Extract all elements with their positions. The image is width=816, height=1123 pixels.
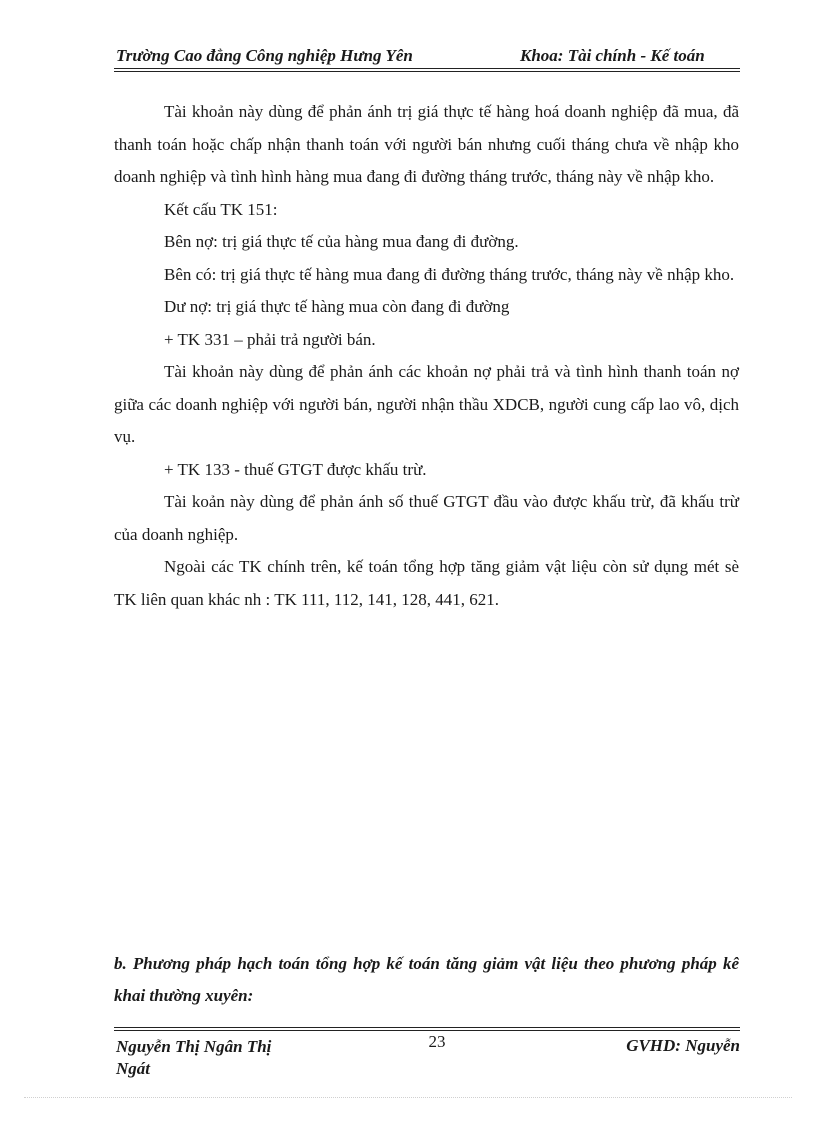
paragraph-credit-side: Bên có: trị giá thực tế hàng mua đang đi đường tháng trước, tháng này về nhập kho. xyxy=(164,264,735,284)
paragraph-tk331: + TK 331 – phải trả người bán. xyxy=(164,329,376,349)
paragraph-tk151-structure: Kết cấu TK 151: xyxy=(164,199,278,219)
paragraph-tk133-description: Tài koản này dùng để phản ánh số thuế GTGT đầu vào được khấu trừ, đã khấu trừ của doanh nghiệp. xyxy=(114,492,739,544)
header-faculty: Khoa: Tài chính - Kế toán xyxy=(520,46,705,65)
body-text xyxy=(114,96,739,616)
header-rule xyxy=(114,68,740,69)
footer-rule xyxy=(114,1027,740,1028)
header-rule-double xyxy=(114,71,740,72)
section-heading: b. Phương pháp hạch toán tổng hợp kế toán tăng giảm vật liệu theo phương pháp kê khai thường xuyên: xyxy=(114,954,739,1005)
paragraph-related-accounts: Ngoài các TK chính trên, kế toán tổng hợp tăng giảm vật liệu còn sử dụng mét sè TK liên quan khác nh : TK 111, 112, 141, 128, 441, 621. xyxy=(114,557,739,609)
paragraph-tk133: + TK 133 - thuế GTGT được khấu trừ. xyxy=(164,459,427,479)
footer-supervisor: GVHD: Nguyễn xyxy=(626,1036,740,1055)
paragraph-debit-balance: Dư nợ: trị giá thực tế hàng mua còn đang đi đường xyxy=(164,297,510,316)
page-edge-divider xyxy=(24,1097,792,1098)
paragraph-tk331-description: Tài khoản này dùng để phản ánh các khoản nợ phải trả và tình hình thanh toán nợ giữa các doanh nghiệp với người bán, người nhận thầu XDCB, người cung cấp lao vô, dịch vụ. xyxy=(114,362,739,446)
footer-author: Nguyễn Thị Ngân Thị Ngát xyxy=(116,1037,272,1078)
paragraph-debit-side: Bên nợ: trị giá thực tế của hàng mua đang đi đường. xyxy=(164,232,519,251)
page-number: 23 xyxy=(428,1032,446,1051)
paragraph-tk151-description: Tài khoản này dùng để phản ánh trị giá thực tế hàng hoá doanh nghiệp đã mua, đã thanh toán hoặc chấp nhận thanh toán với người bán nhưng cuối tháng chưa về nhập kho doanh nghiệp và tình hình hàng mua đang đi đường tháng trước, tháng này về nhập kho. xyxy=(114,102,739,186)
footer-rule-double xyxy=(114,1030,740,1031)
header-school-name: Trường Cao đẳng Công nghiệp Hưng Yên xyxy=(116,46,413,65)
